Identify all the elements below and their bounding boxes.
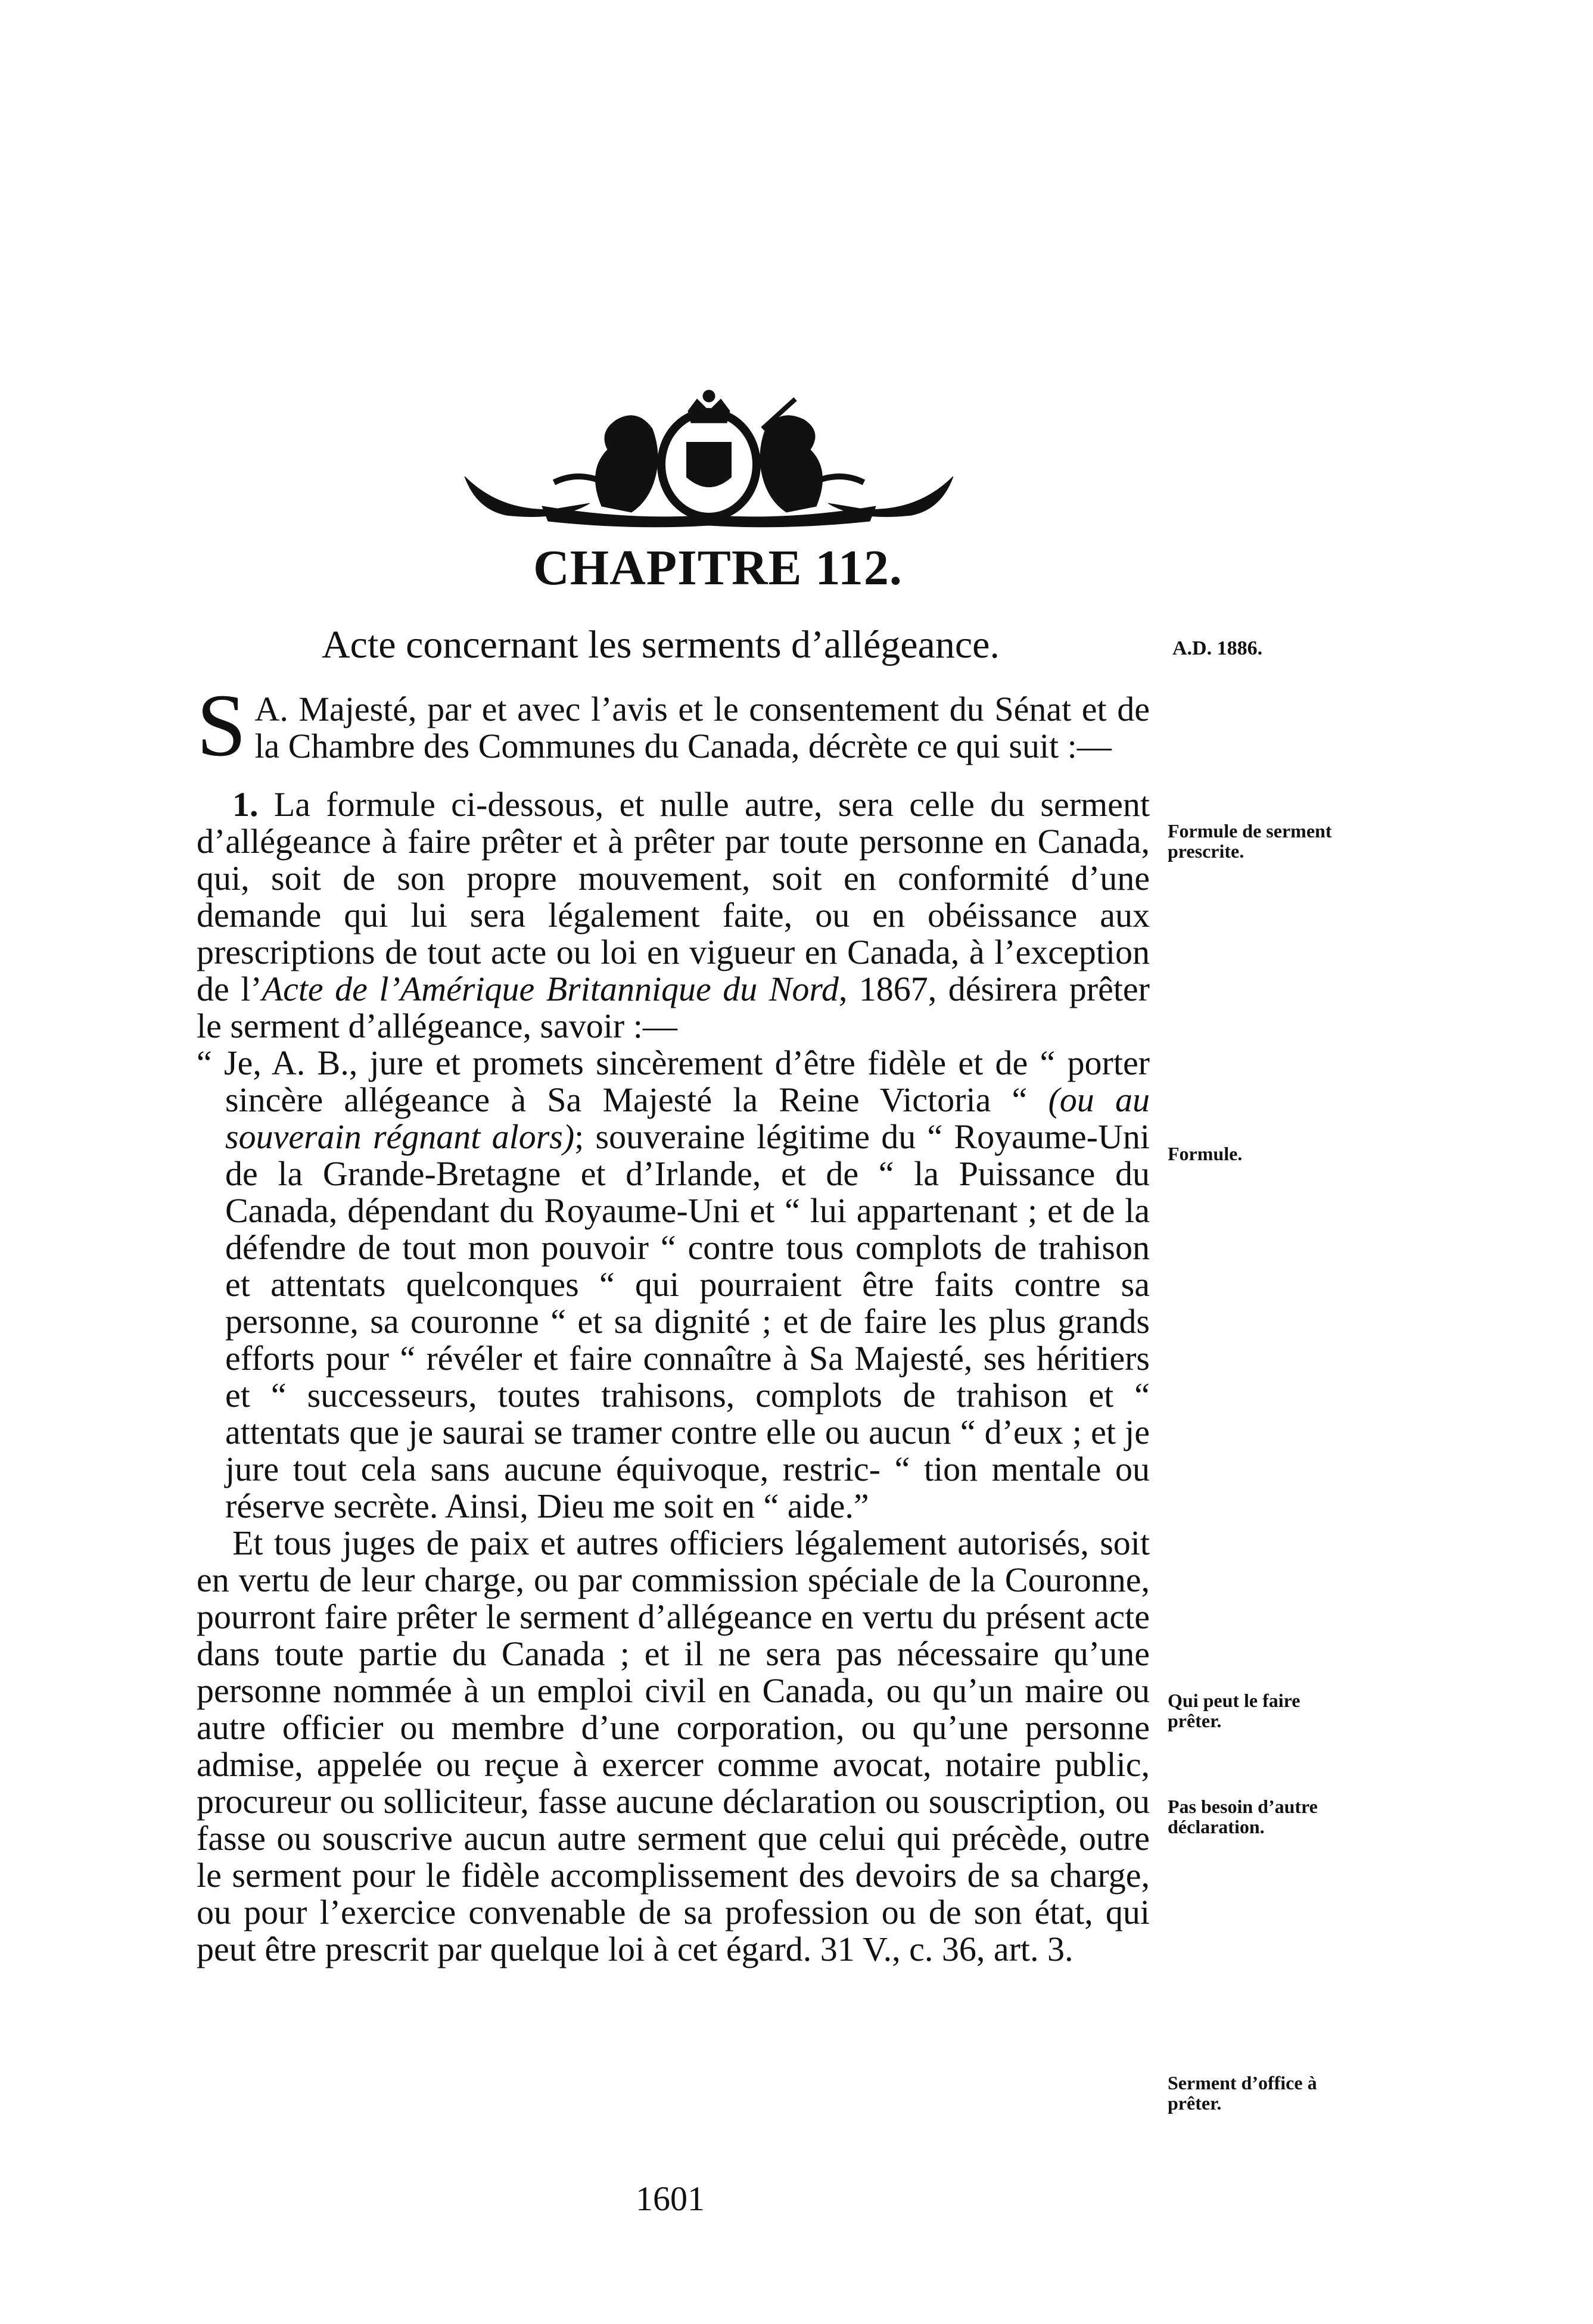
oath-text-end: ; souveraine légitime du “ Royaume-Uni de la Grande-Bretagne et d’Irlande, et de “ la Puissance du Canada, dépendant du Royaume-Uni et “ lui appartenant ; et de la défendre de tout mon pouvoir “ contre tous complots de trahison et attentats quelconques “ qui pourraient être faits contre sa personne, sa couronne “ et sa dignité ; et de faire les plus grands efforts pour “ révéler et faire connaître à Sa Majesté, ses héritiers et “ successeurs, toutes trahisons, complots de trahison et “ attentats que je saurai se tramer contre elle ou aucun “ d’eux ; et je jure tout cela sans aucune équivoque, restric- “ tion mentale ou réserve secrète. Ainsi, Dieu me soit en “ aide.” [225,1117,1150,1525]
preamble-text: A. Majesté, par et avec l’avis et le consentement du Sénat et de la Chambre des Communes du Canada, décrète ce qui suit :— [254,690,1150,765]
drop-cap: S [197,676,247,775]
margin-note-serment-office: Serment d’office à prêter. [1168,2072,1317,2114]
section-1-text-start: La formule ci-dessous, et nulle autre, sera celle du serment d’allégeance à faire prêter et à prêter par toute personne en Canada, qui, soit de son propre mouvement, soit en conformité d’une demande qui lui sera légalement faite, ou en obéissance aux prescriptions de tout acte ou loi en vigueur en Canada, à l’exception de l’ [197,785,1150,1008]
section-1-text-end: , 1867, désirera prêter le serment d’allégeance, savoir :— [197,970,1150,1045]
oath-italic-clause: (ou au souverain régnant alors) [225,1080,1150,1156]
margin-note-qui-peut: Qui peut le faire prêter. [1168,1690,1300,1731]
statute-body [197,676,1150,1968]
section-1 [197,786,1150,1045]
chapter-title: CHAPITRE 112. [533,540,903,596]
act-reference: Acte de l’Amérique Britannique du Nord [262,970,839,1008]
paragraph-2: Et tous juges de paix et autres officiers légalement autorisés, soit en vertu de leur charge, ou par commission spéciale de la Couronne, pourront faire prêter le serment d’allégeance en vertu du présent acte dans toute partie du Canada ; et il ne sera pas nécessaire qu’une personne nommée à un emploi civil en Canada, ou qu’un maire ou autre officier ou membre d’une corporation, ou qu’une personne admise, appelée ou reçue à exercer comme avocat, notaire public, procureur ou solliciteur, fasse aucune déclaration ou souscription, ou fasse ou souscrive aucun autre serment que celui qui précède, outre le serment pour le fidèle accomplissement des devoirs de sa charge, ou pour l’exercice convenable de sa profession ou de son état, qui peut être prescrit par quelque loi à cet égard. 31 V., c. 36, art. 3. [197,1524,1150,1968]
margin-note-formule: Formule. [1168,1143,1243,1164]
preamble [197,676,1150,775]
margin-note-formule-prescrite: Formule de serment prescrite. [1168,820,1332,862]
oath-formula [197,1045,1150,1525]
oath-text-start: “ Je, A. B., jure et promets sincèrement d’être fidèle et de “ porter sincère allégeance à Sa Majesté la Reine Victoria “ [197,1043,1150,1119]
royal-arms-emblem [453,387,965,530]
year-note: A.D. 1886. [1172,637,1263,659]
section-number: 1. [232,785,259,824]
act-title: Acte concernant les serments d’allégeance. [322,623,1000,666]
page-number: 1601 [636,2179,705,2218]
margin-note-pas-besoin: Pas besoin d’autre déclaration. [1168,1796,1318,1837]
